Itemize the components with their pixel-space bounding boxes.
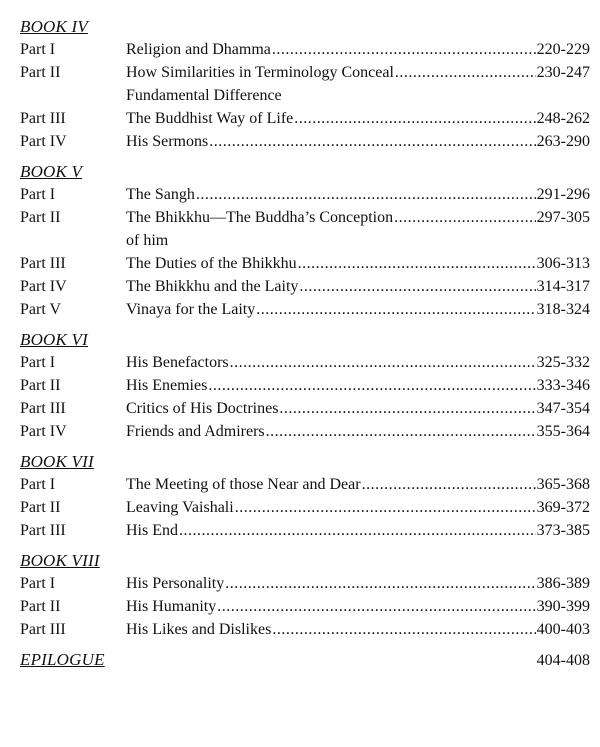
chapter-title-continuation: Fundamental Difference	[126, 87, 282, 104]
page-range: 400-403	[536, 621, 590, 638]
chapter-title: Leaving Vaishali	[126, 499, 234, 516]
part-label: Part IV	[20, 278, 67, 295]
page-range: 355-364	[536, 423, 590, 440]
chapter-title: Critics of His Doctrines	[126, 400, 279, 417]
chapter-title: Friends and Admirers	[126, 423, 265, 440]
page-range: 333-346	[536, 377, 590, 394]
dot-leader	[394, 206, 536, 229]
entry-line	[126, 275, 590, 298]
toc-entry	[20, 618, 590, 641]
entry-line	[126, 130, 590, 153]
dot-leader	[217, 595, 535, 618]
toc-entry	[20, 61, 590, 107]
page-range: 306-313	[536, 255, 590, 272]
part-label: Part II	[20, 64, 61, 81]
page-range: 230-247	[536, 64, 590, 81]
dot-leader	[298, 252, 536, 275]
dot-leader	[266, 420, 536, 443]
part-label: Part II	[20, 209, 61, 226]
chapter-title: His Sermons	[126, 133, 209, 150]
entry-body	[126, 397, 590, 420]
book-section	[20, 16, 590, 153]
entry-line	[126, 351, 590, 374]
book-title: BOOK VIII	[20, 551, 100, 570]
book-title: BOOK IV	[20, 17, 88, 36]
toc-entry	[20, 473, 590, 496]
entry-line	[126, 183, 590, 206]
chapter-title: His Benefactors	[126, 354, 229, 371]
book-title: BOOK VI	[20, 330, 88, 349]
page-range: 347-354	[536, 400, 590, 417]
book-title: BOOK V	[20, 162, 83, 181]
entry-line	[126, 206, 590, 229]
part-label: Part II	[20, 377, 61, 394]
dot-leader	[230, 351, 536, 374]
entry-body	[126, 519, 590, 542]
chapter-title-continuation: of him	[126, 232, 169, 249]
entry-line	[126, 572, 590, 595]
dot-leader	[235, 496, 536, 519]
entry-body	[126, 107, 590, 130]
entry-line	[126, 374, 590, 397]
page-range: 220-229	[536, 41, 590, 58]
dot-leader	[294, 107, 535, 130]
part-label: Part II	[20, 499, 61, 516]
entry-body	[126, 572, 590, 595]
part-label: Part IV	[20, 423, 67, 440]
part-label: Part III	[20, 522, 66, 539]
page-range: 373-385	[536, 522, 590, 539]
entry-body	[126, 275, 590, 298]
entry-line	[126, 473, 590, 496]
chapter-title: The Duties of the Bhikkhu	[126, 255, 297, 272]
page-range: 291-296	[536, 186, 590, 203]
entry-body	[126, 351, 590, 374]
book-title: BOOK VII	[20, 452, 94, 471]
epilogue-title: EPILOGUE	[20, 650, 105, 669]
dot-leader	[395, 61, 536, 84]
part-label: Part I	[20, 186, 56, 203]
dot-leader	[362, 473, 536, 496]
entry-body	[126, 206, 590, 252]
entry-line	[126, 496, 590, 519]
page-range: 314-317	[536, 278, 590, 295]
entry-line	[126, 298, 590, 321]
toc-entry	[20, 298, 590, 321]
dot-leader	[179, 519, 536, 542]
part-label: Part I	[20, 354, 56, 371]
page-range: 297-305	[536, 209, 590, 226]
toc-entry	[20, 519, 590, 542]
page-range: 263-290	[536, 133, 590, 150]
entry-line	[126, 420, 590, 443]
book-section	[20, 329, 590, 443]
chapter-title: Religion and Dhamma	[126, 41, 271, 58]
chapter-title: His Personality	[126, 575, 225, 592]
toc-entry	[20, 107, 590, 130]
chapter-title: His Humanity	[126, 598, 217, 615]
chapter-title: The Meeting of those Near and Dear	[126, 476, 361, 493]
entry-body	[126, 183, 590, 206]
dot-leader	[272, 618, 535, 641]
part-label: Part I	[20, 41, 56, 58]
toc-entry	[20, 595, 590, 618]
toc-entry	[20, 183, 590, 206]
entry-line	[126, 61, 590, 84]
toc-entry	[20, 420, 590, 443]
entry-body	[126, 595, 590, 618]
toc-entry	[20, 572, 590, 595]
toc-entry	[20, 397, 590, 420]
page-range: 369-372	[536, 499, 590, 516]
entry-body	[126, 496, 590, 519]
page-range: 318-324	[536, 301, 590, 318]
page-range: 365-368	[536, 476, 590, 493]
part-label: Part IV	[20, 133, 67, 150]
entry-body	[126, 473, 590, 496]
entry-body	[126, 130, 590, 153]
epilogue-entry	[20, 649, 590, 671]
toc-entry	[20, 496, 590, 519]
chapter-title: His Enemies	[126, 377, 208, 394]
dot-leader	[225, 572, 535, 595]
chapter-title: The Bhikkhu—The Buddha’s Conception	[126, 209, 394, 226]
toc-entry	[20, 351, 590, 374]
entry-body	[126, 374, 590, 397]
entry-body	[126, 61, 590, 107]
chapter-title: His Likes and Dislikes	[126, 621, 272, 638]
entry-body	[126, 420, 590, 443]
entry-line	[126, 38, 590, 61]
entry-body	[126, 618, 590, 641]
part-label: Part III	[20, 110, 66, 127]
part-label: Part V	[20, 301, 62, 318]
dot-leader	[208, 374, 535, 397]
entry-line	[126, 252, 590, 275]
toc-entry	[20, 206, 590, 252]
chapter-title: The Buddhist Way of Life	[126, 110, 294, 127]
toc-entry	[20, 252, 590, 275]
toc-entry	[20, 130, 590, 153]
part-label: Part III	[20, 255, 66, 272]
page-range: 386-389	[536, 575, 590, 592]
book-section	[20, 451, 590, 542]
part-label: Part III	[20, 400, 66, 417]
entry-body	[126, 298, 590, 321]
entry-line	[126, 107, 590, 130]
dot-leader	[279, 397, 535, 420]
page-range: 325-332	[536, 354, 590, 371]
entry-body	[126, 252, 590, 275]
chapter-title: How Similarities in Terminology Conceal	[126, 64, 394, 81]
entry-body	[126, 38, 590, 61]
part-label: Part III	[20, 621, 66, 638]
dot-leader	[209, 130, 535, 153]
page-range: 390-399	[536, 598, 590, 615]
chapter-title: The Bhikkhu and the Laity	[126, 278, 299, 295]
chapter-title: Vinaya for the Laity	[126, 301, 256, 318]
toc-entry	[20, 374, 590, 397]
part-label: Part I	[20, 575, 56, 592]
book-section	[20, 161, 590, 321]
page-range: 248-262	[536, 110, 590, 127]
dot-leader	[196, 183, 536, 206]
entry-line	[126, 595, 590, 618]
entry-line	[126, 618, 590, 641]
dot-leader	[299, 275, 535, 298]
dot-leader	[256, 298, 535, 321]
toc-entry	[20, 275, 590, 298]
chapter-title: His End	[126, 522, 178, 539]
entry-line	[126, 397, 590, 420]
entry-line	[126, 519, 590, 542]
book-list	[20, 16, 590, 641]
table-of-contents	[20, 16, 590, 671]
book-section	[20, 550, 590, 641]
toc-entry	[20, 38, 590, 61]
dot-leader	[272, 38, 536, 61]
part-label: Part I	[20, 476, 56, 493]
chapter-title: The Sangh	[126, 186, 195, 203]
part-label: Part II	[20, 598, 61, 615]
epilogue-pages: 404-408	[536, 652, 590, 669]
